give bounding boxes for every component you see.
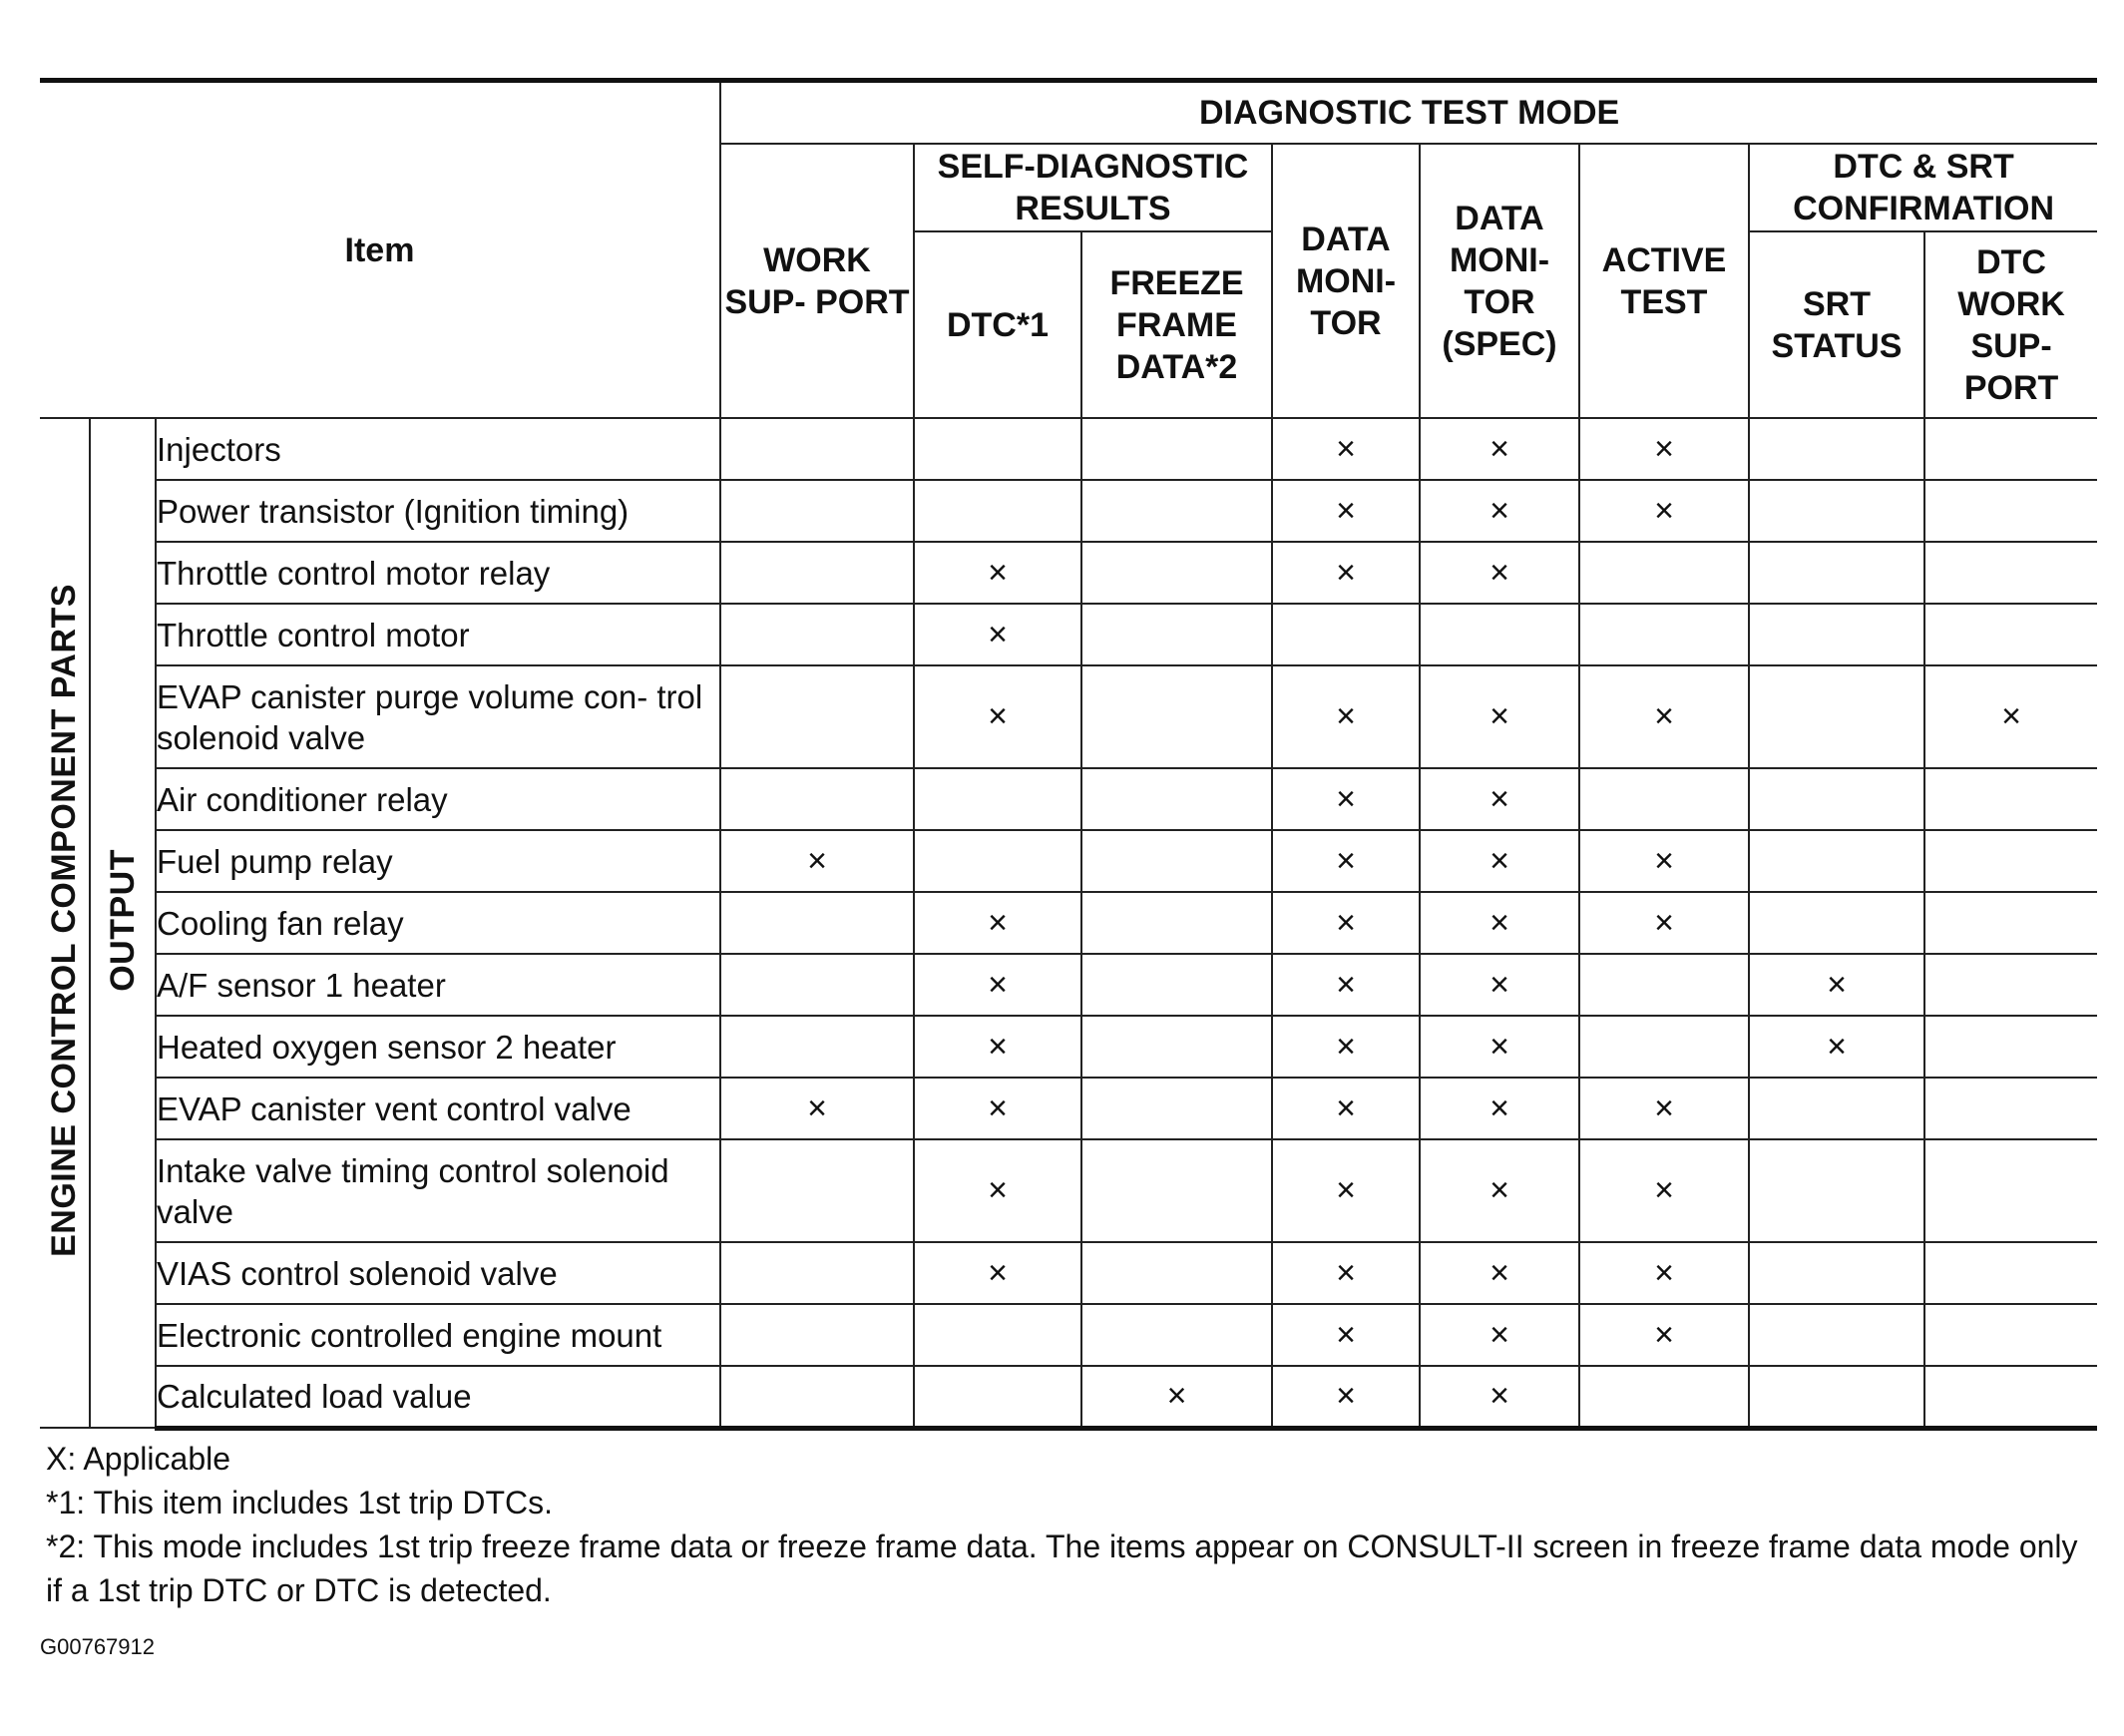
mark-cell — [720, 1016, 914, 1078]
mark-cell — [1081, 542, 1272, 604]
mark-cell — [914, 830, 1081, 892]
mark-cell — [1924, 1139, 2097, 1242]
mark-cell — [914, 1139, 1081, 1242]
figure-code: G00767912 — [40, 1633, 155, 1659]
mark-cell — [1579, 604, 1749, 665]
mark-cell — [1272, 604, 1420, 665]
table-row — [40, 892, 2097, 954]
mark-cell — [1749, 768, 1924, 830]
mark-cell — [1749, 830, 1924, 892]
item-name: Air conditioner relay — [156, 768, 720, 830]
mark-cell — [1081, 830, 1272, 892]
mark-cell — [720, 1304, 914, 1366]
mark-cell — [720, 480, 914, 542]
mark-cell — [1420, 1242, 1579, 1304]
applicable-mark: × — [1827, 1027, 1847, 1066]
mark-cell — [1749, 1016, 1924, 1078]
applicable-mark: × — [1336, 779, 1356, 818]
applicable-mark: × — [988, 553, 1008, 592]
applicable-mark: × — [1654, 1088, 1674, 1127]
note-2: *2: This mode includes 1st trip freeze frame data or freeze frame data. The items appear on CONSULT-II screen in freeze frame data mode only if a 1st trip DTC or DTC is detected. — [46, 1527, 2078, 1608]
diagnostic-table — [40, 78, 2097, 1431]
applicable-mark: × — [1336, 1171, 1356, 1209]
table-row — [40, 1242, 2097, 1304]
applicable-mark: × — [1336, 553, 1356, 592]
table-row — [40, 1304, 2097, 1366]
applicable-mark: × — [1489, 1376, 1509, 1415]
group-label: ENGINE CONTROL COMPONENT PARTS — [45, 584, 83, 1257]
mark-cell — [1420, 830, 1579, 892]
mark-cell — [720, 604, 914, 665]
applicable-mark: × — [988, 1088, 1008, 1127]
applicable-mark: × — [1489, 697, 1509, 735]
applicable-mark: × — [988, 903, 1008, 942]
mark-cell — [1272, 830, 1420, 892]
applicable-mark: × — [988, 965, 1008, 1004]
mark-cell — [1749, 480, 1924, 542]
mark-cell — [720, 665, 914, 768]
mark-cell — [1420, 542, 1579, 604]
mark-cell — [1924, 768, 2097, 830]
applicable-mark: × — [1654, 429, 1674, 468]
mark-cell — [1272, 1016, 1420, 1078]
mark-cell — [1924, 1016, 2097, 1078]
table-row — [40, 604, 2097, 665]
applicable-mark: × — [1654, 1315, 1674, 1354]
item-name: Throttle control motor — [156, 604, 720, 665]
mark-cell — [1420, 1016, 1579, 1078]
item-name: Electronic controlled engine mount — [156, 1304, 720, 1366]
table-row — [40, 1078, 2097, 1139]
table-row — [40, 768, 2097, 830]
applicable-mark: × — [1489, 903, 1509, 942]
mark-cell — [1081, 1304, 1272, 1366]
applicable-mark: × — [1654, 697, 1674, 735]
applicable-mark: × — [1336, 1253, 1356, 1292]
mark-cell — [720, 1366, 914, 1428]
mark-cell — [1579, 830, 1749, 892]
mark-cell — [1579, 1366, 1749, 1428]
applicable-mark: × — [1336, 429, 1356, 468]
mark-cell — [1579, 768, 1749, 830]
mark-cell — [1272, 665, 1420, 768]
applicable-mark: × — [988, 697, 1008, 735]
mark-cell — [1924, 1242, 2097, 1304]
item-header: Item — [40, 81, 720, 419]
active-test-header: ACTIVE TEST — [1579, 144, 1749, 418]
table-body — [40, 418, 2097, 1428]
mark-cell — [1579, 480, 1749, 542]
mark-cell — [1420, 1366, 1579, 1428]
table-row — [40, 542, 2097, 604]
mark-cell — [914, 892, 1081, 954]
mark-cell — [1579, 1016, 1749, 1078]
mark-cell — [720, 954, 914, 1016]
mark-cell — [1272, 418, 1420, 480]
mark-cell — [1924, 604, 2097, 665]
mark-cell — [1081, 892, 1272, 954]
mark-cell — [1749, 892, 1924, 954]
mark-cell — [1579, 542, 1749, 604]
mark-cell — [720, 1139, 914, 1242]
note-applicable: X: Applicable — [46, 1440, 231, 1477]
mark-cell — [1420, 1139, 1579, 1242]
applicable-mark: × — [1489, 1027, 1509, 1066]
work-support-header: WORK SUP- PORT — [720, 144, 914, 418]
table-row — [40, 954, 2097, 1016]
mark-cell — [914, 480, 1081, 542]
mark-cell — [1081, 1078, 1272, 1139]
mark-cell — [1749, 1139, 1924, 1242]
mark-cell — [1272, 892, 1420, 954]
mark-cell — [1272, 542, 1420, 604]
table-row — [40, 418, 2097, 480]
mark-cell — [1272, 480, 1420, 542]
mark-cell — [720, 542, 914, 604]
applicable-mark: × — [807, 1088, 827, 1127]
mark-cell — [1420, 1078, 1579, 1139]
mark-cell — [914, 665, 1081, 768]
mark-cell — [914, 1016, 1081, 1078]
applicable-mark: × — [1166, 1376, 1187, 1415]
mark-cell — [1924, 1078, 2097, 1139]
item-name: Power transistor (Ignition timing) — [156, 480, 720, 542]
applicable-mark: × — [1489, 553, 1509, 592]
applicable-mark: × — [1827, 965, 1847, 1004]
mark-cell — [720, 830, 914, 892]
subgroup-label-cell — [90, 418, 156, 1428]
mark-cell — [1081, 1366, 1272, 1428]
table-row — [40, 665, 2097, 768]
applicable-mark: × — [988, 1253, 1008, 1292]
mark-cell — [1749, 1078, 1924, 1139]
applicable-mark: × — [988, 615, 1008, 653]
mark-cell — [1749, 954, 1924, 1016]
freeze-frame-data-header: FREEZE FRAME DATA*2 — [1081, 231, 1272, 418]
self-diagnostic-results-header: SELF-DIAGNOSTIC RESULTS — [914, 144, 1272, 231]
mark-cell — [1579, 1242, 1749, 1304]
table-row — [40, 480, 2097, 542]
applicable-mark: × — [1654, 1171, 1674, 1209]
mark-cell — [1924, 665, 2097, 768]
mark-cell — [1749, 542, 1924, 604]
dtc-work-support-header: DTC WORK SUP- PORT — [1924, 231, 2097, 418]
note-1: *1: This item includes 1st trip DTCs. — [46, 1484, 554, 1520]
applicable-mark: × — [1489, 779, 1509, 818]
mark-cell — [720, 418, 914, 480]
item-name: Fuel pump relay — [156, 830, 720, 892]
mark-cell — [1272, 1242, 1420, 1304]
mark-cell — [1081, 665, 1272, 768]
mark-cell — [1579, 954, 1749, 1016]
mark-cell — [914, 1242, 1081, 1304]
applicable-mark: × — [1654, 841, 1674, 880]
applicable-mark: × — [807, 841, 827, 880]
mark-cell — [1749, 604, 1924, 665]
mark-cell — [1579, 1139, 1749, 1242]
table-row — [40, 1016, 2097, 1078]
applicable-mark: × — [1336, 1376, 1356, 1415]
mark-cell — [1420, 892, 1579, 954]
mark-cell — [720, 768, 914, 830]
table-row — [40, 1139, 2097, 1242]
item-name: Throttle control motor relay — [156, 542, 720, 604]
table-row — [40, 1366, 2097, 1428]
diagnostic-test-mode-header: DIAGNOSTIC TEST MODE — [720, 81, 2097, 145]
subgroup-label: OUTPUT — [103, 849, 142, 992]
mark-cell — [1420, 665, 1579, 768]
applicable-mark: × — [1489, 1253, 1509, 1292]
mark-cell — [1579, 1304, 1749, 1366]
applicable-mark: × — [1489, 965, 1509, 1004]
mark-cell — [1924, 892, 2097, 954]
mark-cell — [1924, 542, 2097, 604]
item-name: A/F sensor 1 heater — [156, 954, 720, 1016]
mark-cell — [914, 418, 1081, 480]
applicable-mark: × — [1336, 903, 1356, 942]
mark-cell — [914, 1078, 1081, 1139]
applicable-mark: × — [1654, 903, 1674, 942]
document — [40, 78, 2097, 1660]
applicable-mark: × — [988, 1171, 1008, 1209]
mark-cell — [1081, 604, 1272, 665]
mark-cell — [914, 954, 1081, 1016]
mark-cell — [1749, 665, 1924, 768]
applicable-mark: × — [1489, 1171, 1509, 1209]
item-name: Injectors — [156, 418, 720, 480]
mark-cell — [1579, 665, 1749, 768]
mark-cell — [1272, 1078, 1420, 1139]
mark-cell — [1081, 1139, 1272, 1242]
item-name: Cooling fan relay — [156, 892, 720, 954]
applicable-mark: × — [1654, 1253, 1674, 1292]
item-name: EVAP canister vent control valve — [156, 1078, 720, 1139]
applicable-mark: × — [1489, 491, 1509, 530]
mark-cell — [1579, 418, 1749, 480]
mark-cell — [1924, 954, 2097, 1016]
mark-cell — [1924, 830, 2097, 892]
applicable-mark: × — [2001, 697, 2021, 735]
applicable-mark: × — [1336, 841, 1356, 880]
mark-cell — [1272, 1366, 1420, 1428]
item-name: Calculated load value — [156, 1366, 720, 1428]
applicable-mark: × — [1336, 965, 1356, 1004]
mark-cell — [914, 604, 1081, 665]
mark-cell — [1081, 768, 1272, 830]
mark-cell — [1420, 954, 1579, 1016]
item-name: Intake valve timing control solenoid valve — [156, 1139, 720, 1242]
dtc-header: DTC*1 — [914, 231, 1081, 418]
mark-cell — [1272, 1139, 1420, 1242]
mark-cell — [1749, 1304, 1924, 1366]
mark-cell — [1924, 1304, 2097, 1366]
mark-cell — [1272, 768, 1420, 830]
mark-cell — [914, 1304, 1081, 1366]
mark-cell — [1081, 1242, 1272, 1304]
mark-cell — [1749, 1242, 1924, 1304]
item-name: EVAP canister purge volume con- trol solenoid valve — [156, 665, 720, 768]
footnotes — [40, 1437, 2097, 1612]
mark-cell — [1420, 604, 1579, 665]
mark-cell — [1924, 480, 2097, 542]
applicable-mark: × — [1336, 697, 1356, 735]
applicable-mark: × — [988, 1027, 1008, 1066]
applicable-mark: × — [1336, 491, 1356, 530]
applicable-mark: × — [1336, 1027, 1356, 1066]
mark-cell — [1081, 1016, 1272, 1078]
mark-cell — [1420, 418, 1579, 480]
mark-cell — [1420, 1304, 1579, 1366]
mark-cell — [914, 768, 1081, 830]
mark-cell — [1924, 1366, 2097, 1428]
mark-cell — [1579, 1078, 1749, 1139]
applicable-mark: × — [1336, 1088, 1356, 1127]
mark-cell — [1272, 954, 1420, 1016]
applicable-mark: × — [1489, 429, 1509, 468]
dtc-srt-confirmation-header: DTC & SRT CONFIRMATION — [1749, 144, 2097, 231]
mark-cell — [1749, 1366, 1924, 1428]
applicable-mark: × — [1489, 841, 1509, 880]
mark-cell — [720, 1078, 914, 1139]
applicable-mark: × — [1489, 1088, 1509, 1127]
mark-cell — [1579, 892, 1749, 954]
group-label-cell — [40, 418, 90, 1428]
table-row — [40, 830, 2097, 892]
mark-cell — [720, 892, 914, 954]
mark-cell — [1081, 480, 1272, 542]
mark-cell — [1420, 768, 1579, 830]
mark-cell — [720, 1242, 914, 1304]
mark-cell — [914, 1366, 1081, 1428]
srt-status-header: SRT STATUS — [1749, 231, 1924, 418]
data-monitor-spec-header: DATA MONI- TOR (SPEC) — [1420, 144, 1579, 418]
applicable-mark: × — [1654, 491, 1674, 530]
applicable-mark: × — [1489, 1315, 1509, 1354]
applicable-mark: × — [1336, 1315, 1356, 1354]
mark-cell — [1924, 418, 2097, 480]
mark-cell — [914, 542, 1081, 604]
data-monitor-header: DATA MONI- TOR — [1272, 144, 1420, 418]
mark-cell — [1081, 954, 1272, 1016]
mark-cell — [1420, 480, 1579, 542]
mark-cell — [1272, 1304, 1420, 1366]
mark-cell — [1749, 418, 1924, 480]
mark-cell — [1081, 418, 1272, 480]
item-name: VIAS control solenoid valve — [156, 1242, 720, 1304]
item-name: Heated oxygen sensor 2 heater — [156, 1016, 720, 1078]
